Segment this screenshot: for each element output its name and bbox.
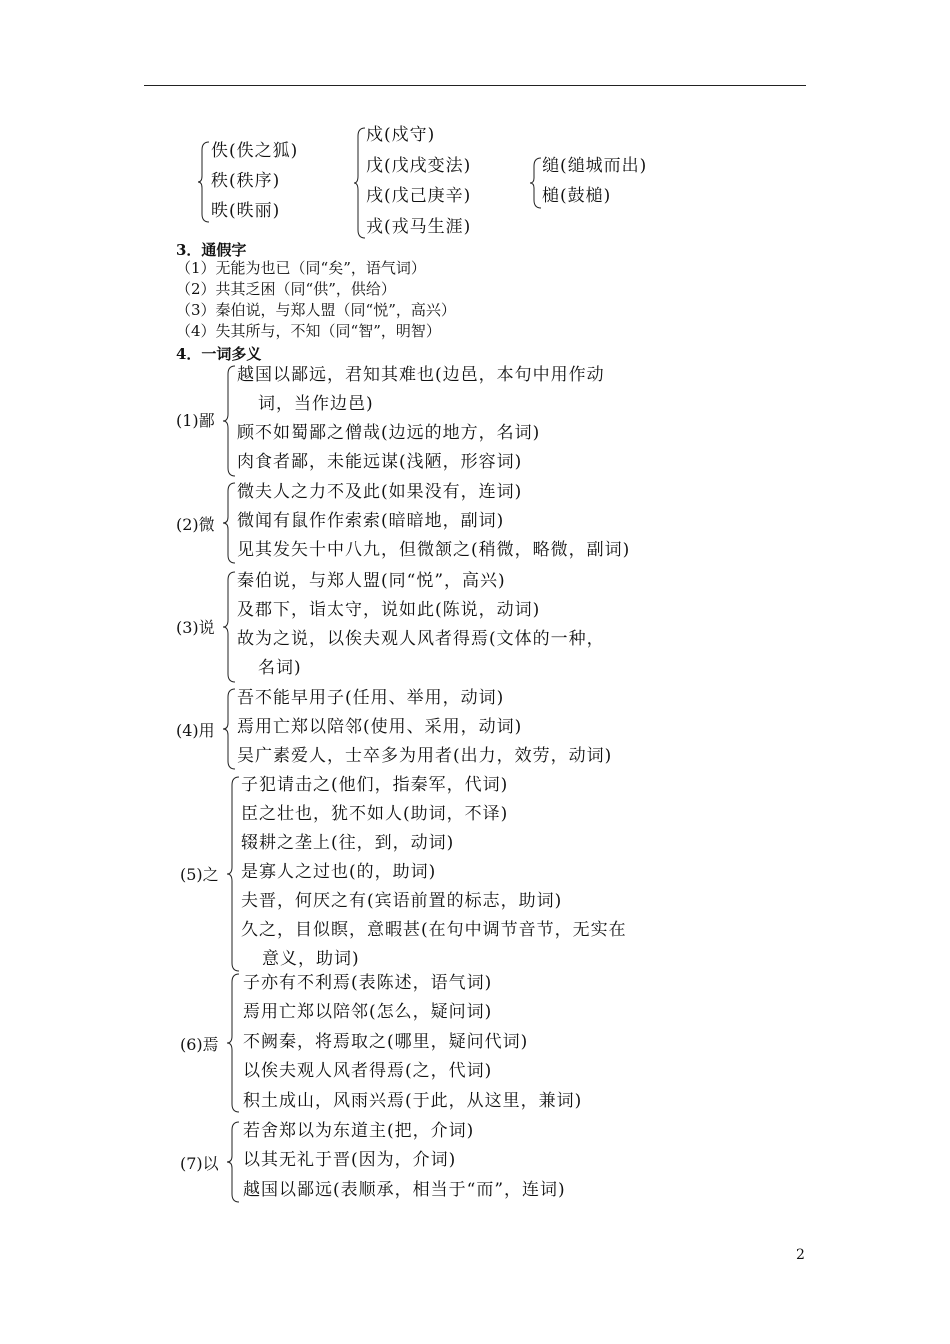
brace-group-c: [530, 156, 542, 210]
usage-line: 辍耕之垄上(往，到，动词): [241, 833, 455, 853]
usage-line: 故为之说，以俟夫观人风者得焉(文体的一种，: [237, 629, 605, 649]
tongjia-item: （3）秦伯说，与郑人盟（同“悦”，高兴）: [176, 301, 456, 319]
usage-line: 焉用亡郑以陪邻(怎么，疑问词): [243, 1002, 493, 1022]
usage-line: 微夫人之力不及此(如果没有，连词): [237, 482, 523, 502]
word-brace: [226, 775, 240, 973]
usage-line: 不阙秦，将焉取之(哪里，疑问代词): [243, 1032, 529, 1052]
usage-line: 意义，助词): [262, 949, 360, 969]
char-item: 佚(佚之狐): [211, 141, 299, 161]
tongjia-item: （2）共其乏困（同“供”，供给）: [176, 280, 396, 298]
word-label: (2)微: [176, 515, 215, 534]
word-label: (4)用: [176, 721, 215, 740]
header-rule: [144, 85, 806, 86]
usage-line: 越国以鄙远，君知其难也(边邑，本句中用作动: [237, 365, 605, 385]
char-item: 缒(缒城而出): [542, 156, 648, 176]
word-brace: [222, 570, 236, 684]
tongjia-item: （1）无能为也已（同“矣”，语气词）: [176, 259, 426, 277]
char-item: 戌(戊己庚辛): [366, 186, 472, 206]
usage-line: 微闻有鼠作作索索(暗暗地，副词): [237, 511, 505, 531]
usage-line: 是寡人之过也(的，助词): [241, 862, 437, 882]
usage-line: 臣之壮也，犹不如人(助词，不译): [241, 804, 509, 824]
word-label: (1)鄙: [176, 411, 215, 430]
section-heading-tongjia: 3．通假字: [176, 241, 247, 259]
word-brace: [222, 364, 236, 478]
char-item: 戊(戊戌变法): [366, 156, 472, 176]
word-brace: [222, 687, 236, 771]
char-item: 槌(鼓槌): [542, 186, 612, 206]
brace-group-a: [198, 140, 210, 224]
usage-line: 吾不能早用子(任用、举用，动词): [237, 688, 505, 708]
word-label: (3)说: [176, 618, 215, 637]
char-item: 戍(戍守): [366, 125, 436, 145]
usage-line: 吴广素爱人，士卒多为用者(出力，效劳，动词): [237, 746, 613, 766]
usage-line: 积土成山，风雨兴焉(于此，从这里，兼词): [243, 1091, 583, 1111]
usage-line: 久之，目似瞑，意暇甚(在句中调节音节，无实在: [241, 920, 627, 940]
word-brace: [226, 1120, 240, 1204]
usage-line: 秦伯说，与郑人盟(同“悦”，高兴): [237, 571, 506, 591]
word-label: (6)焉: [180, 1035, 219, 1054]
word-label: (7)以: [180, 1154, 219, 1173]
usage-line: 顾不如蜀鄙之僧哉(边远的地方，名词): [237, 423, 541, 443]
char-item: 戎(戎马生涯): [366, 217, 472, 237]
brace-group-b: [354, 126, 366, 240]
section-heading-yici: 4．一词多义: [176, 345, 262, 363]
page-number: 2: [796, 1247, 805, 1263]
tongjia-item: （4）失其所与，不知（同“智”，明智）: [176, 322, 441, 340]
usage-line: 名词): [258, 658, 302, 678]
usage-line: 以其无礼于晋(因为，介词): [243, 1150, 457, 1170]
char-item: 秩(秩序): [211, 171, 281, 191]
usage-line: 肉食者鄙，未能远谋(浅陋，形容词): [237, 452, 523, 472]
usage-line: 若舍郑以为东道主(把，介词): [243, 1121, 475, 1141]
word-brace: [226, 972, 240, 1114]
usage-line: 见其发矢十中八九，但微颔之(稍微，略微，副词): [237, 540, 631, 560]
usage-line: 子犯请击之(他们，指秦军，代词): [241, 775, 509, 795]
usage-line: 以俟夫观人风者得焉(之，代词): [243, 1061, 493, 1081]
char-item: 昳(昳丽): [211, 201, 281, 221]
word-label: (5)之: [180, 865, 219, 884]
usage-line: 夫晋，何厌之有(宾语前置的标志，助词): [241, 891, 563, 911]
usage-line: 子亦有不利焉(表陈述，语气词): [243, 973, 493, 993]
usage-line: 词，当作边邑): [258, 394, 374, 414]
word-brace: [222, 481, 236, 565]
usage-line: 越国以鄙远(表顺承，相当于“而”，连词): [243, 1180, 566, 1200]
usage-line: 及郡下，诣太守，说如此(陈说，动词): [237, 600, 541, 620]
usage-line: 焉用亡郑以陪邻(使用、采用，动词): [237, 717, 523, 737]
